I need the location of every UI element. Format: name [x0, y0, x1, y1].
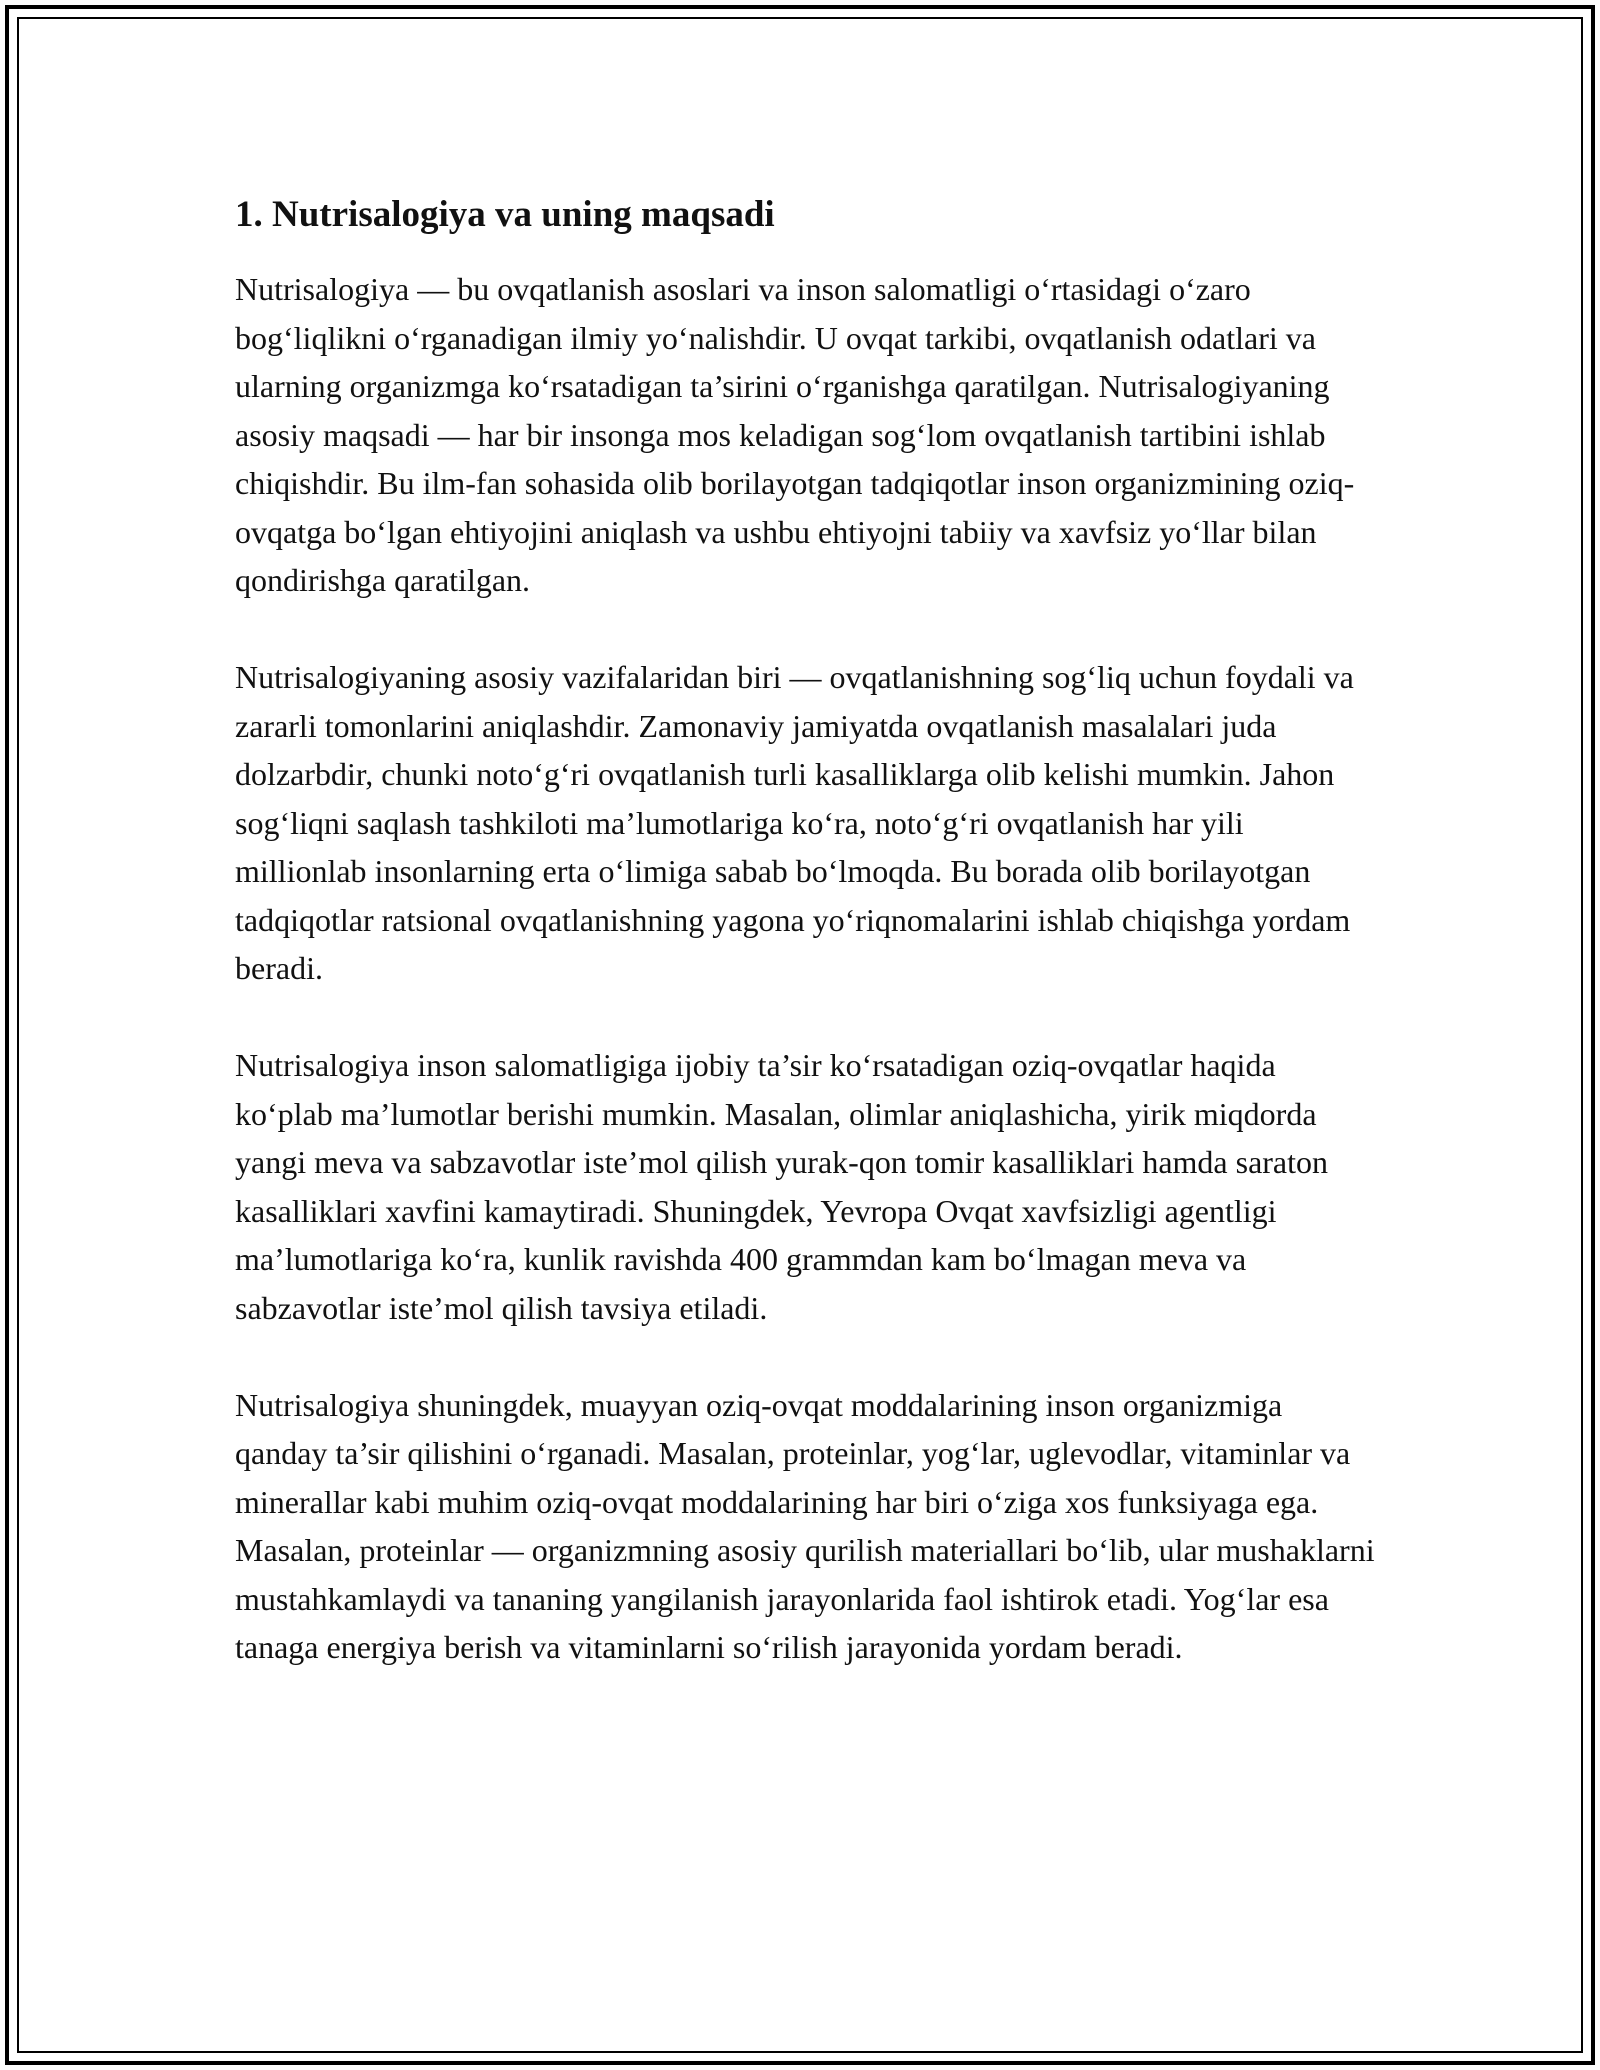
document-body — [235, 185, 1375, 1720]
paragraph-2: Nutrisalogiyaning asosiy vazifalaridan biri — ovqatlanishning sog‘liq uchun foydali va zararli tomonlarini aniqlashdir. Zamonaviy jamiyatda ovqatlanish masalalari juda dolzarbdir, chunki noto‘g‘ri ovqatlanish turli kasalliklarga olib kelishi mumkin. Jahon sog‘liqni saqlash tashkiloti ma’lumotlariga ko‘ra, noto‘g‘ri ovqatlanish har yili millionlab insonlarning erta o‘limiga sabab bo‘lmoqda. Bu borada olib borilayotgan tadqiqotlar ratsional ovqatlanishning yagona yo‘riqnomalarini ishlab chiqishga yordam beradi. — [235, 659, 1354, 986]
paragraph-4: Nutrisalogiya shuningdek, muayyan oziq-ovqat moddalarining inson organizmiga qanday ta’sir qilishini o‘rganadi. Masalan, proteinlar, yog‘lar, uglevodlar, vitaminlar va minerallar kabi muhim oziq-ovqat moddalarining har biri o‘ziga xos funksiyaga ega. Masalan, proteinlar — organizmning asosiy qurilish materiallari bo‘lib, ular mushaklarni mustahkamlaydi va tananing yangilanish jarayonlarida faol ishtirok etadi. Yog‘lar esa tanaga energiya berish va vitaminlarni so‘rilish jarayonida yordam beradi. — [235, 1386, 1375, 1665]
paragraph-3: Nutrisalogiya inson salomatligiga ijobiy ta’sir ko‘rsatadigan oziq-ovqatlar haqida ko‘plab ma’lumotlar berishi mumkin. Masalan, olimlar aniqlashicha, yirik miqdorda yangi meva va sabzavotlar iste’mol qilish yurak-qon tomir kasalliklari hamda saraton kasalliklari xavfini kamaytiradi. Shuningdek, Yevropa Ovqat xavfsizligi agentligi ma’lumotlariga ko‘ra, kunlik ravishda 400 grammdan kam bo‘lmagan meva va sabzavotlar iste’mol qilish tavsiya etiladi. — [235, 1047, 1329, 1326]
section-title: 1. Nutrisalogiya va uning maqsadi — [235, 194, 775, 235]
paragraph-1: Nutrisalogiya — bu ovqatlanish asoslari va inson salomatligi o‘rtasidagi o‘zaro bog‘liqlikni o‘rganadigan ilmiy yo‘nalishdir. U ovqat tarkibi, ovqatlanish odatlari va ularning organizmga ko‘rsatadigan ta’sirini o‘rganishga qaratilgan. Nutrisalogiyaning asosiy maqsadi — har bir insonga mos keladigan sog‘lom ovqatlanish tartibini ishlab chiqishdir. Bu ilm-fan sohasida olib borilayotgan tadqiqotlar inson organizmining oziq-ovqatga bo‘lgan ehtiyojini aniqlash va ushbu ehtiyojni tabiiy va xavfsiz yo‘llar bilan qondirishga qaratilgan. — [235, 271, 1355, 598]
